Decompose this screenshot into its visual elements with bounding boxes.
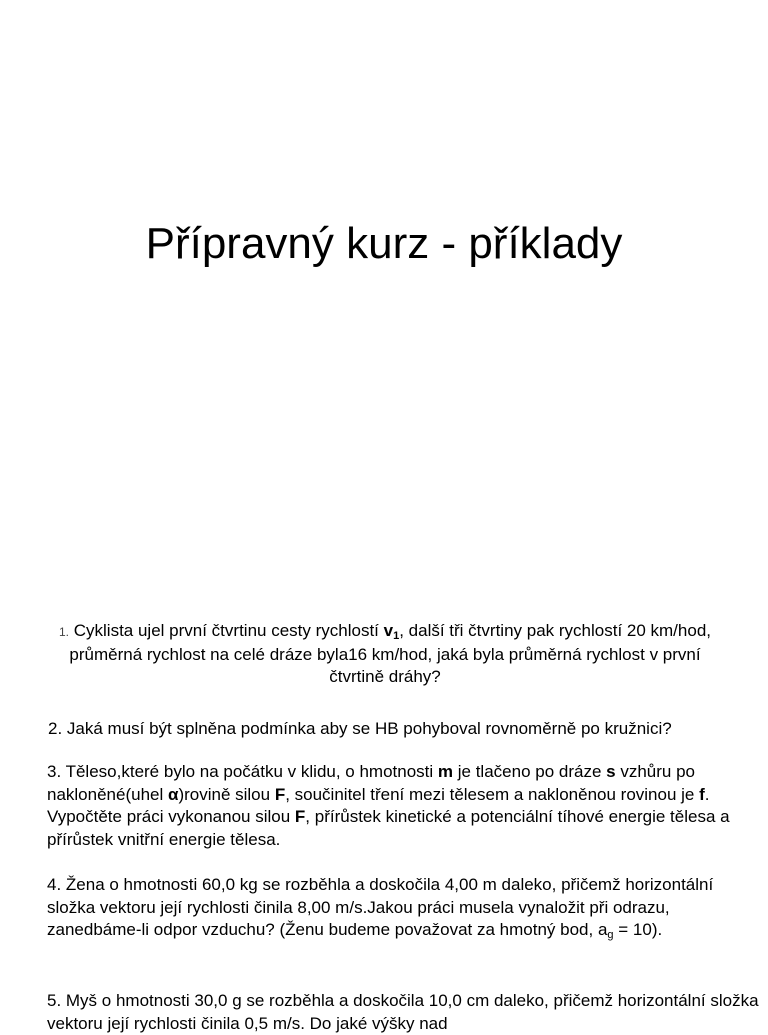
page-title: Přípravný kurz - příklady <box>145 219 623 268</box>
variable-F: F <box>294 807 306 826</box>
variable-v: v <box>383 621 394 640</box>
variable-alpha: α <box>167 784 179 804</box>
variable-m: m <box>437 762 454 781</box>
subscript-g: g <box>607 929 614 941</box>
variable-F: F <box>274 784 286 804</box>
variable-v-subscript: 1 <box>393 630 400 642</box>
problem-text: vzhůru po nakloněné(uhel <box>47 762 695 804</box>
problem-text: je tlačeno po dráze <box>453 762 607 781</box>
problem-text: 4. Žena o hmotnosti 60,0 kg se rozběhla a doskočila 4,00 m daleko, přičemž horizontální složka vektoru její rychlosti činila 8,00 m/s.Jakou práci musela vynaložit při odrazu, zanedbáme-li odpor vzduchu? (Ženu budeme považovat za hmotný bod, a <box>47 875 714 939</box>
variable-f: f <box>699 784 705 804</box>
problem-text: = 10). <box>613 920 663 939</box>
problem-4 <box>47 874 762 942</box>
problem-text: 3. Těleso,které bylo na počátku v klidu, o hmotnosti <box>47 762 438 781</box>
problem-2: 2. Jaká musí být splněna podmínka aby se HB pohyboval rovnoměrně po kružnici? <box>48 719 672 738</box>
problem-text: . Vypočtěte práci vykonanou silou <box>47 784 710 826</box>
variable-s: s <box>606 762 616 781</box>
problem-text: Cyklista ujel první čtvrtinu cesty rychlostí <box>73 621 384 640</box>
problem-3 <box>47 761 762 851</box>
problem-number: 1. <box>59 625 70 639</box>
problem-text: )rovině silou <box>178 784 275 804</box>
problem-text: , další tři čtvrtiny pak rychlostí 20 km/hod, průměrná rychlost na celé dráze byla16 km/hod, jaká byla průměrná rychlost v první čtvrtině dráhy? <box>69 621 711 686</box>
problem-text: , součinitel tření mezi tělesem a nakloněnou rovinou je <box>285 784 700 804</box>
problem-text: , přírůstek kinetické a potenciální tíhové energie tělesa a přírůstek vnitřní energie tělesa. <box>47 807 730 849</box>
problem-5: 5. Myš o hmotnosti 30,0 g se rozběhla a doskočila 10,0 cm daleko, přičemž horizontální složka vektoru její rychlosti činila 0,5 m/s. Do jaké výšky nad <box>47 991 759 1033</box>
problem-1 <box>40 620 730 689</box>
